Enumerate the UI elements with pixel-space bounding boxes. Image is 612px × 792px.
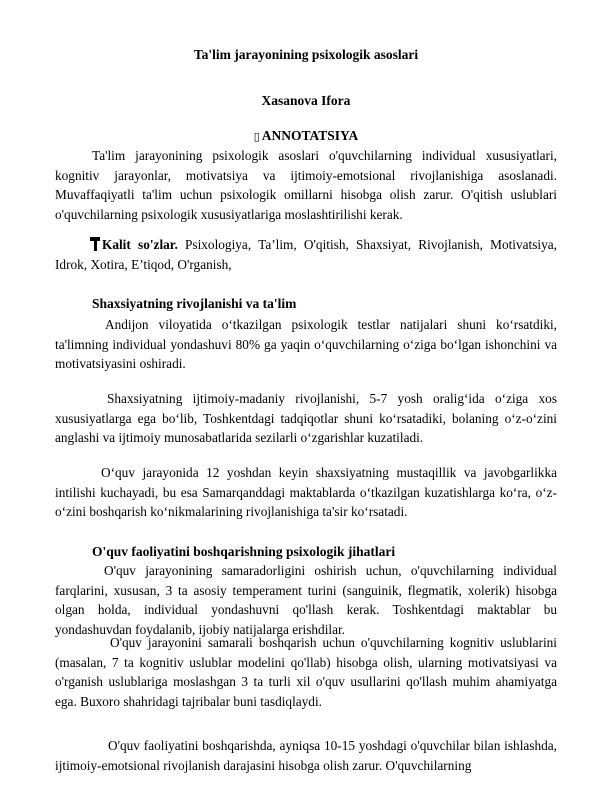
key-marker-icon bbox=[90, 237, 100, 251]
section-heading-learning-management: O'quv faoliyatini boshqarishning psixologik jihatlari bbox=[92, 544, 396, 559]
paper-title: Ta'lim jarayonining psixologik asoslari bbox=[193, 47, 419, 62]
keywords-paragraph bbox=[55, 235, 557, 274]
section2-paragraph-2: O'quv jarayonini samarali boshqarish uchun o'quvchilarning kognitiv uslublarini (masalan, 7 ta kognitiv uslublar modelini qo'llab) hisobga olish, ularning motivatsiyasi va o'rganish uslublariga moslashgan 3 ta turli xil o'quv usullarini qo'llash muhim ahamiyatga ega. Buxoro shahridagi tajribalar buni tasdiqlaydi. bbox=[55, 635, 557, 709]
keywords-text: Psixologiya, Ta’lim, O'qitish, Shaxsiyat, Rivojlanish, Motivatsiya, Idrok, Xotira, E’tiqod, O'rganish, bbox=[55, 237, 557, 272]
section2-paragraph-1: O'quv jarayonining samaradorligini oshirish uchun, o'quvchilarning individual farqlarini, xususan, 3 ta asosiy temperament turini (sanguinik, flegmatik, xolerik) hisobga olgan holda, individual yondashuvni qo'llash kerak. Toshkentdagi maktablar bu yondashuvdan foydalanib, ijobiy natijalarga erishdilar. bbox=[55, 563, 557, 637]
section1-paragraph-1: Andijon viloyatida o‘tkazilgan psixologik testlar natijalari shuni ko‘rsatdiki, ta'limning individual yondashuvi 80% ga yaqin o‘quvchilarning o‘ziga bo‘lgan ishonchini va motivatsiyasini oshiradi. bbox=[55, 317, 557, 371]
section1-paragraph-2: Shaxsiyatning ijtimoiy-madaniy rivojlanishi, 5-7 yosh oralig‘ida o‘ziga xos xususiyatlarga ega bo‘lib, Toshkentdagi tadqiqotlar shuni ko‘rsatadiki, bolaning o‘z-o‘zini anglashi va ijtimoiy munosabatlarida sezilarli o‘zgarishlar kuzatiladi. bbox=[55, 391, 557, 445]
annotation-heading: ANNOTATSIYA bbox=[261, 128, 359, 143]
section1-paragraph-3: O‘quv jarayonida 12 yoshdan keyin shaxsiyatning mustaqillik va javobgarlikka intilishi kuchayadi, bu esa Samarqanddagi maktablarda o‘tkazilgan kuzatishlarga ko‘ra, o‘z-o‘zini boshqarish ko‘nikmalarining rivojlanishiga ta'sir ko‘rsatadi. bbox=[55, 465, 557, 519]
placeholder-box-icon: ▯ bbox=[253, 130, 260, 143]
annotation-heading-line bbox=[0, 128, 612, 144]
section2-paragraph-3: O'quv faoliyatini boshqarishda, ayniqsa 10-15 yoshdagi o'quvchilar bilan ishlashda, ijtimoiy-emotsional rivojlanish darajasini hisobga olish zarur. O'quvchilarning bbox=[55, 738, 557, 773]
keywords-label: Kalit so'zlar. bbox=[102, 237, 178, 252]
author-name: Xasanova Ifora bbox=[261, 93, 351, 108]
section-heading-personality: Shaxsiyatning rivojlanishi va ta'lim bbox=[92, 296, 297, 311]
annotation-text: Ta'lim jarayonining psixologik asoslari o'quvchilarning individual xususiyatlari, kognitiv jarayonlar, motivatsiya va ijtimoiy-emotsional rivojlanishiga asoslanadi. Muvaffaqiyatli ta'lim uchun psixologik omillarni hisobga olish zarur. O'qitish uslublari o'quvchilarning psixologik xususiyatlariga moslashtirilishi kerak. bbox=[55, 148, 557, 222]
